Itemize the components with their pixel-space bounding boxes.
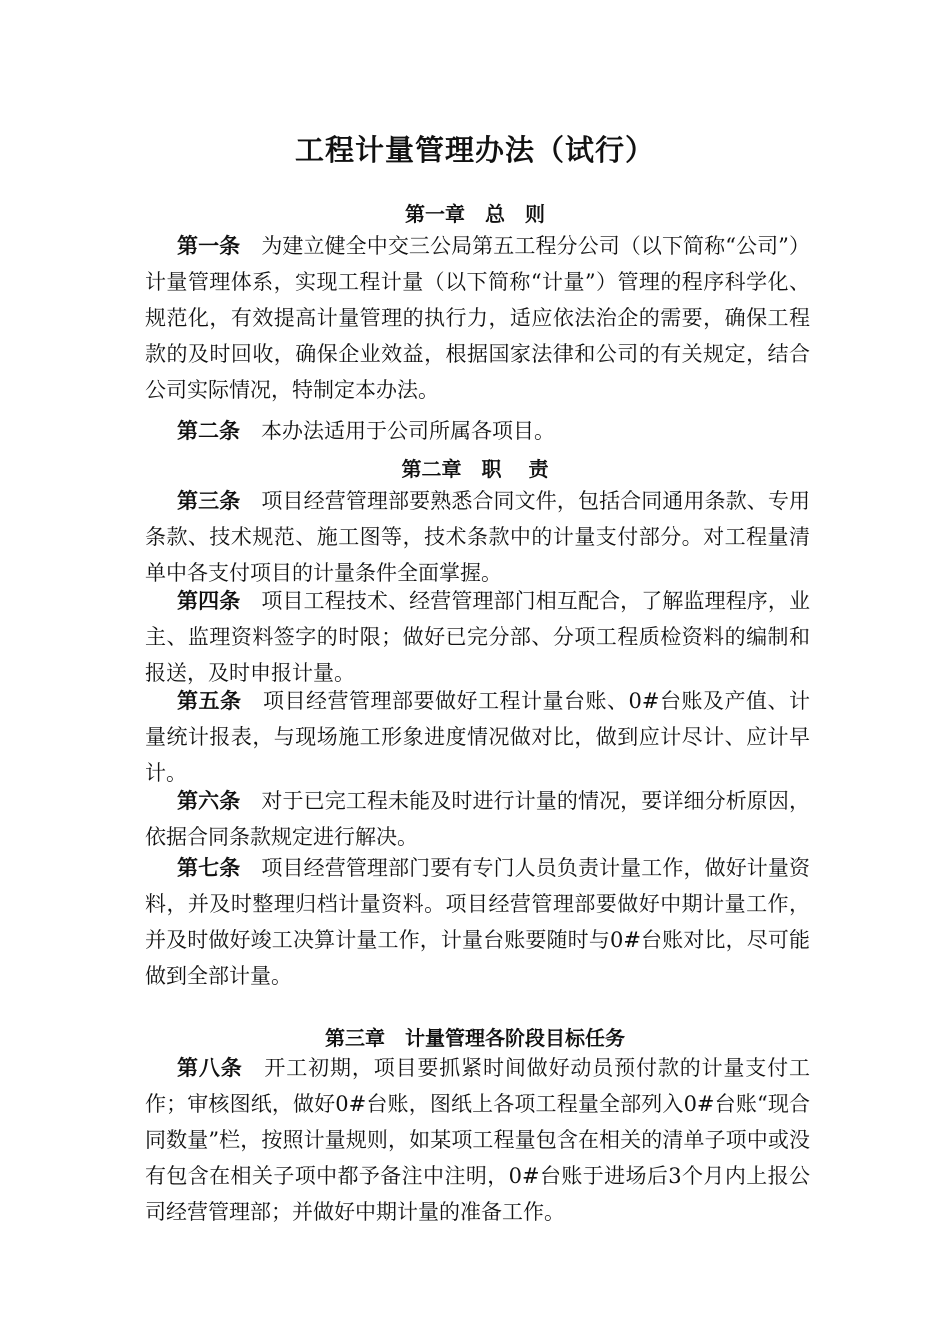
article-number: 第三条 <box>177 489 241 513</box>
article-text: 项目经营管理部要熟悉合同文件，包括合同通用条款、专用条款、技术规范、施工图等，技术条款中的计量支付部分。对工程量清单中各支付项目的计量条件全面掌握。 <box>145 489 810 585</box>
article <box>145 1050 810 1230</box>
article <box>145 413 810 449</box>
article-text: 对于已完工程未能及时进行计量的情况，要详细分析原因，依据合同条款规定进行解决。 <box>145 789 810 849</box>
article-number: 第一条 <box>177 234 241 258</box>
article-number: 第七条 <box>177 856 241 880</box>
article <box>145 850 810 994</box>
article-text: 本办法适用于公司所属各项目。 <box>261 419 555 443</box>
article <box>145 583 810 691</box>
document-title: 工程计量管理办法（试行） <box>294 133 655 167</box>
chapter-heading: 第一章 总 则 <box>405 202 545 226</box>
article <box>145 783 810 855</box>
article-text: 项目工程技术、经营管理部门相互配合，了解监理程序，业主、监理资料签字的时限；做好已完分部、分项工程质检资料的编制和报送，及时申报计量。 <box>145 589 810 685</box>
article-number: 第八条 <box>177 1056 243 1080</box>
article-text: 为建立健全中交三公局第五工程分公司（以下简称“公司”）计量管理体系，实现工程计量（以下简称“计量”）管理的程序科学化、规范化，有效提高计量管理的执行力，适应依法治企的需要，确保工程款的及时回收，确保企业效益，根据国家法律和公司的有关规定，结合公司实际情况，特制定本办法。 <box>145 234 810 402</box>
article <box>145 483 810 591</box>
article-number: 第二条 <box>177 419 240 443</box>
chapter-heading: 第三章 计量管理各阶段目标任务 <box>325 1026 625 1050</box>
article-number: 第六条 <box>177 789 241 813</box>
article-text: 项目经营管理部门要有专门人员负责计量工作，做好计量资料，并及时整理归档计量资料。项目经营管理部要做好中期计量工作，并及时做好竣工决算计量工作，计量台账要随时与0#台账对比，尽可能做到全部计量。 <box>145 856 810 988</box>
article <box>145 228 810 408</box>
chapter-heading: 第二章 职 责 <box>401 457 549 481</box>
article-number: 第四条 <box>177 589 241 613</box>
article-text: 开工初期，项目要抓紧时间做好动员预付款的计量支付工作；审核图纸，做好0#台账，图纸上各项工程量全部列入0#台账“现合同数量”栏，按照计量规则，如某项工程量包含在相关的清单子项中或没有包含在相关子项中都予备注中注明，0#台账于进场后3个月内上报公司经营管理部；并做好中期计量的准备工作。 <box>145 1056 811 1224</box>
article-number: 第五条 <box>177 689 242 713</box>
article-text: 项目经营管理部要做好工程计量台账、0#台账及产值、计量统计报表，与现场施工形象进度情况做对比，做到应计尽计、应计早计。 <box>145 689 810 785</box>
article <box>145 683 810 791</box>
